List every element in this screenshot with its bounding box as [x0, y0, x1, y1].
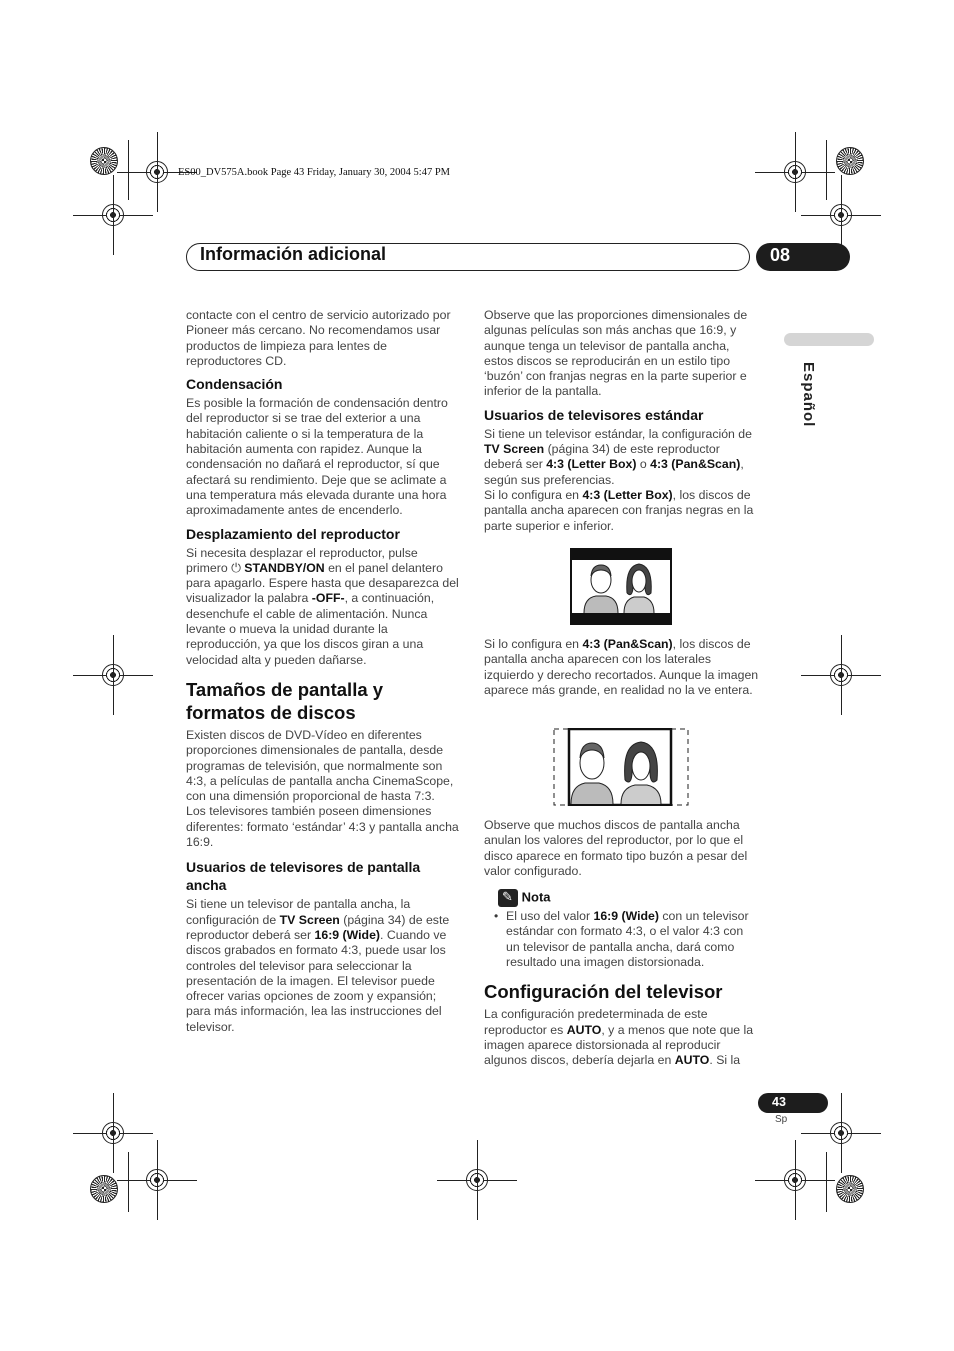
language-label: Español — [800, 362, 817, 428]
crop-star-mark — [90, 147, 118, 175]
crop-line — [128, 1152, 129, 1212]
tamanos-text-2: Los televisores también poseen dimensiones diferentes: formato ‘estándar’ 4:3 y pantalla ancha 16:9. — [186, 804, 459, 850]
chapter-title: Información adicional — [200, 244, 387, 264]
override-text: Observe que muchos discos de pantalla ancha anulan los valores del reproductor, por lo que el disco aparece en formato tipo buzón a pesar del valor configurado. — [484, 818, 748, 878]
desplazamiento-heading: Desplazamiento del reproductor — [186, 525, 400, 542]
ancha-heading: Usuarios de televisores de pantalla ancha — [186, 859, 421, 894]
desplazamiento-text: Si necesita desplazar el reproductor, pulse primero ⏻ STANDBY/ON en el panel delantero para apagarlo. Espere hasta que desaparezca del visualizador la palabra -OFF-, a continuación, desenchufe el cable de alimentación. Nunca levante o mueva la unidad durante la reproducción, ya que los discos giran a una velocidad alta y pueden dañarse. — [186, 545, 459, 667]
ancha-text: Si tiene un televisor de pantalla ancha, la configuración de TV Screen (página 34) de este reproductor deberá ser 16:9 (Wide). Cuando ve discos grabados en formato 4:3, puede usar los controles del televisor para seleccionar la presentación de la imagen. El televisor puede ofrecer varias opciones de zoom y expansión; para más información, lea las instrucciones del televisor. — [186, 897, 450, 1034]
crop-star-mark — [836, 1175, 864, 1203]
standby-label: STANDBY/ON — [244, 560, 325, 575]
page-number: 43 — [772, 1095, 786, 1109]
nota-row — [498, 889, 759, 907]
bullet-icon: • — [494, 909, 499, 924]
config-heading: Configuración del televisor — [484, 981, 723, 1003]
pencil-note-icon — [498, 889, 518, 907]
left-column — [186, 308, 461, 1035]
chapter-number: 08 — [770, 245, 791, 265]
tamanos-heading: Tamaños de pantalla y formatos de discos — [186, 678, 384, 723]
tamanos-text-1: Existen discos de DVD-Vídeo en diferentes proporciones dimensionales de pantalla, desde programas de televisión, que normalmente son 4:3, a películas de pantalla ancha CinemaScope, con una dimensión proporcional de hasta 7:3. — [186, 727, 454, 804]
intro-text: contacte con el centro de servicio autorizado por Pioneer más cercano. No recomendamos usar productos de limpieza para lentes de reproductores CD. — [186, 308, 451, 368]
crop-star-mark — [90, 1175, 118, 1203]
crop-line — [826, 140, 827, 200]
letterbox-text: Si lo configura en 4:3 (Letter Box), los discos de pantalla ancha aparecen con franjas negras en la parte superior e inferior. — [484, 487, 754, 533]
letterbox-illustration — [570, 548, 672, 625]
right-column-top — [484, 308, 759, 534]
panscan-text: Si lo configura en 4:3 (Pan&Scan), los discos de pantalla ancha aparecen con los laterales izquierdo y derecho recortados. Aunque la imagen aparece más grande, en realidad no la ve entera. — [484, 637, 759, 697]
config-text: La configuración predeterminada de este reproductor es AUTO, y a menos que note que la imagen aparece distorsionada al reproducir algunos discos, debería dejarla en AUTO. Si la — [484, 1007, 754, 1068]
right-column-mid — [484, 637, 759, 698]
panscan-illustration — [553, 728, 689, 806]
page-number-pill — [758, 1093, 828, 1113]
crop-star-mark — [836, 147, 864, 175]
power-icon: ⏻ — [231, 560, 241, 575]
right-column-bottom — [484, 818, 759, 1069]
condensacion-text: Es posible la formación de condensación dentro del reproductor si se trae del exterior a una habitación caliente o si la temperatura de la habitación aumenta con rapidez. Aunque la condensación no dañará el reproductor, sí que afectará su rendimiento. Deje que se aclimate a una temperatura más elevada durante una hora aproximadamente antes de encenderlo. — [186, 396, 448, 518]
aspect-intro-text: Observe que las proporciones dimensionales de algunas películas son más anchas que 16:9, y aunque tenga un televisor de pantalla ancha, estos discos se reproducirán en un estilo tipo ‘buzón’ con franjas negras en la parte superior e inferior de la pantalla. — [484, 308, 748, 399]
nota-heading: Nota — [521, 889, 551, 905]
crop-line — [826, 1152, 827, 1212]
page-lang-code: Sp — [775, 1114, 788, 1125]
estandar-heading: Usuarios de televisores estándar — [484, 406, 704, 423]
language-tab — [784, 333, 874, 346]
nota-item — [484, 909, 759, 970]
condensacion-heading: Condensación — [186, 376, 283, 393]
estandar-text: Si tiene un televisor estándar, la configuración de TV Screen (página 34) de este reproductor deberá ser 4:3 (Letter Box) o 4:3 (Pan&Scan), según sus preferencias. — [484, 426, 752, 487]
off-label: -OFF- — [311, 591, 345, 606]
crop-line — [128, 140, 129, 200]
print-info: ES00_DV575A.book Page 43 Friday, January 30, 2004 5:47 PM — [178, 167, 451, 178]
nota-text: El uso del valor 16:9 (Wide) con un televisor estándar con formato 4:3, o el valor 4:3 con un televisor de pantalla ancha, dará como resultado una imagen distorsionada. — [506, 909, 749, 970]
